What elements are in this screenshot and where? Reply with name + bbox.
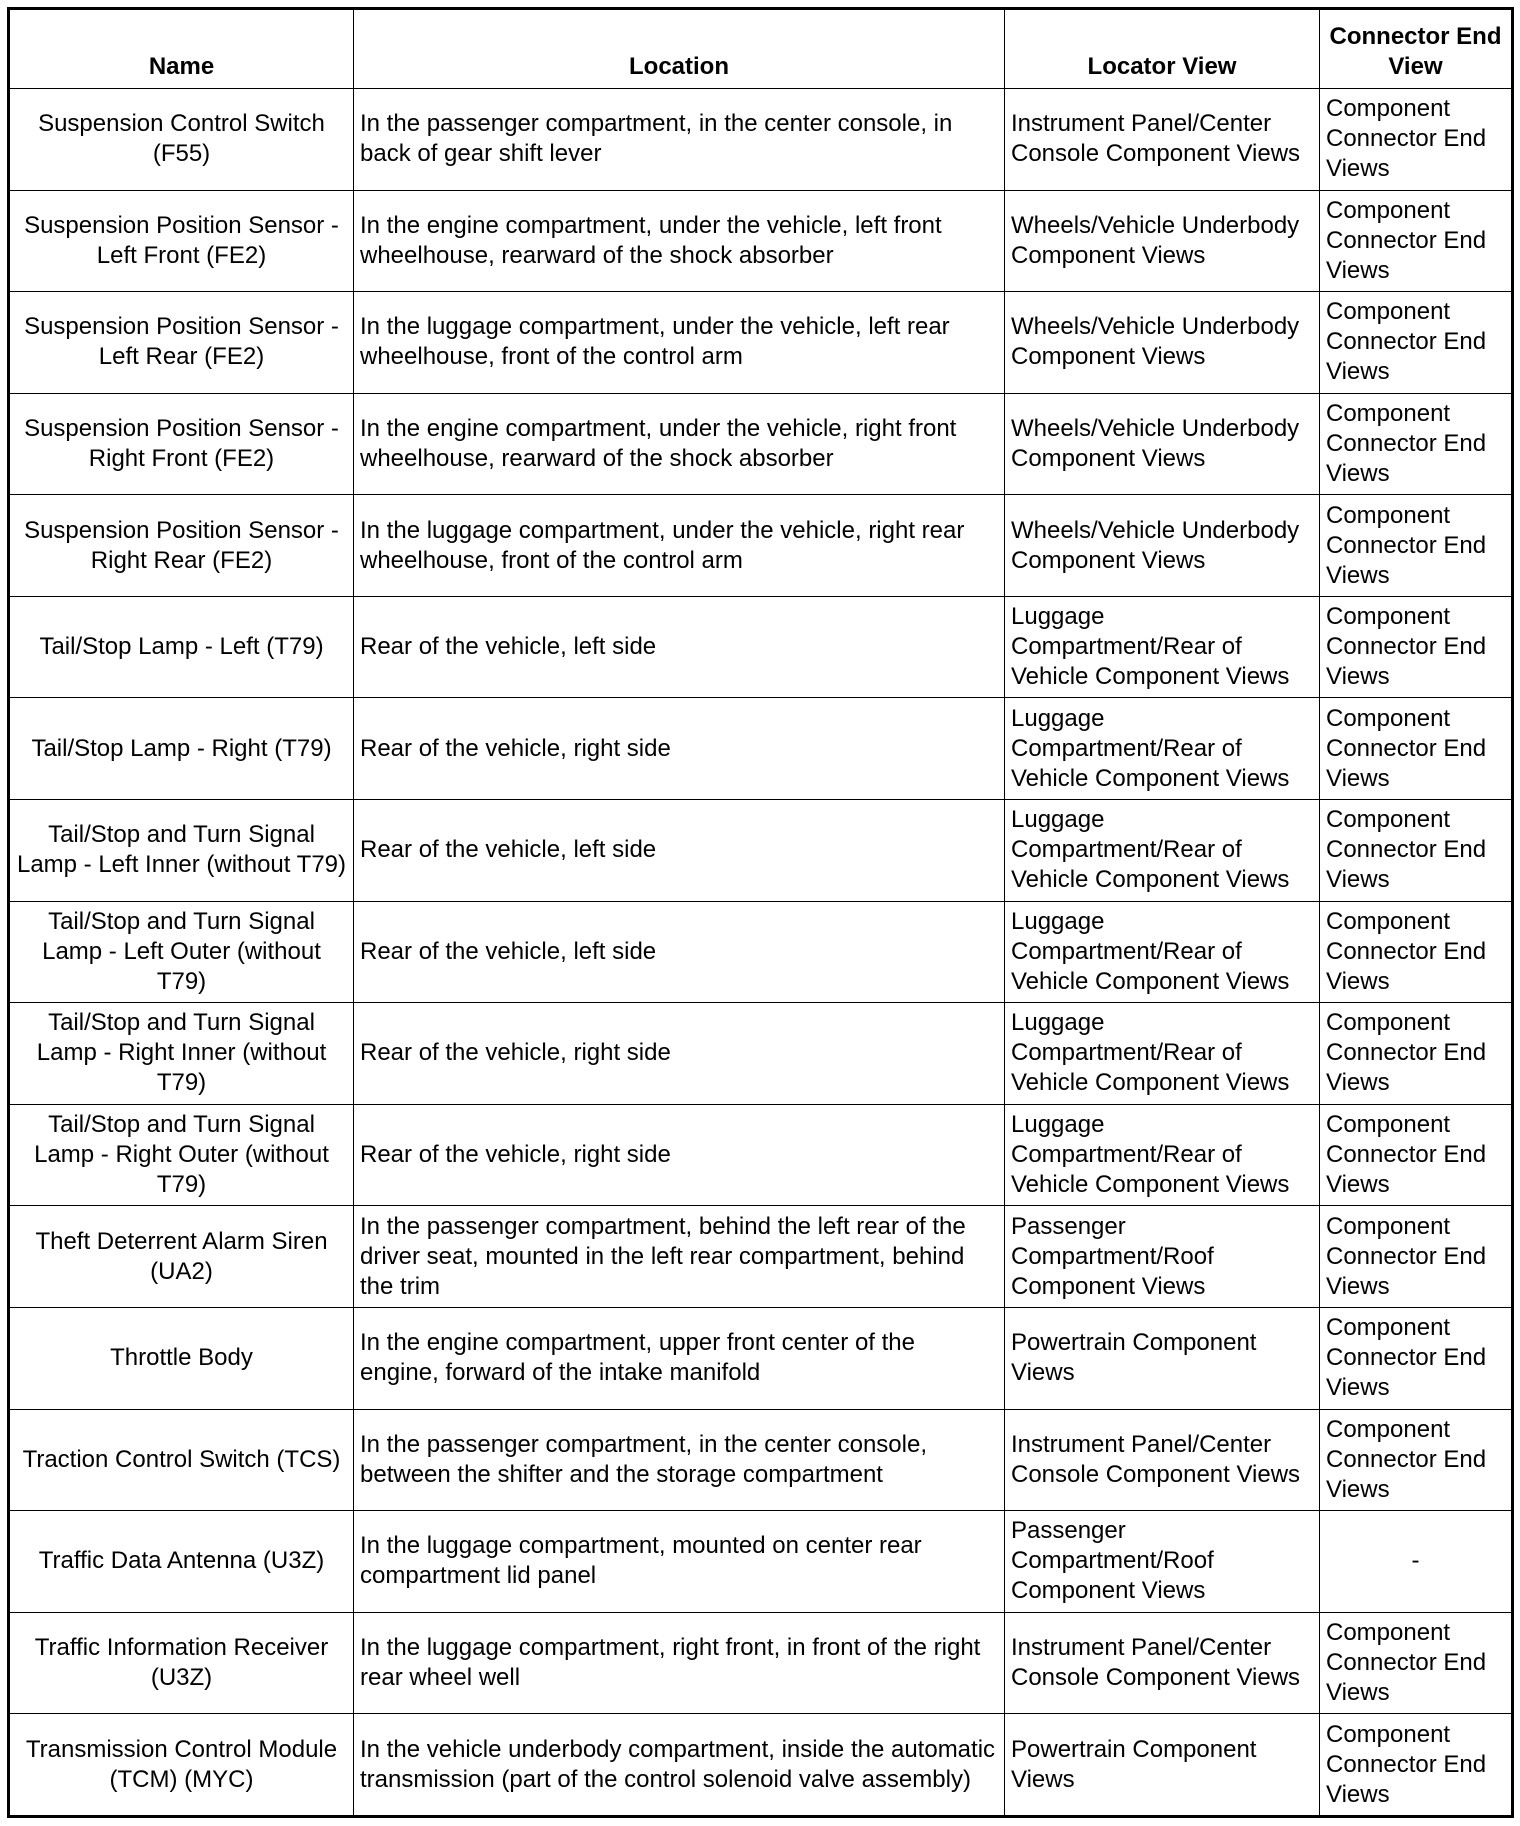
cell-locator-view: Instrument Panel/Center Console Component Views bbox=[1005, 1409, 1320, 1511]
cell-connector-end-view: Component Connector End Views bbox=[1320, 495, 1512, 597]
component-locator-table-sheet bbox=[7, 7, 1514, 1818]
table-row bbox=[10, 1511, 1512, 1613]
cell-connector-end-view: Component Connector End Views bbox=[1320, 901, 1512, 1003]
cell-name: Traffic Information Receiver (U3Z) bbox=[10, 1612, 354, 1714]
table-row bbox=[10, 698, 1512, 800]
table-row bbox=[10, 800, 1512, 902]
cell-name: Suspension Control Switch (F55) bbox=[10, 89, 354, 191]
table-row bbox=[10, 393, 1512, 495]
cell-connector-end-view: Component Connector End Views bbox=[1320, 1612, 1512, 1714]
table-row bbox=[10, 1714, 1512, 1816]
cell-location: Rear of the vehicle, right side bbox=[354, 1003, 1005, 1105]
cell-location: In the luggage compartment, under the vehicle, left rear wheelhouse, front of the control arm bbox=[354, 292, 1005, 394]
table-row bbox=[10, 292, 1512, 394]
cell-location: In the passenger compartment, behind the left rear of the driver seat, mounted in the left rear compartment, behind the trim bbox=[354, 1206, 1005, 1308]
cell-location: Rear of the vehicle, left side bbox=[354, 800, 1005, 902]
cell-name: Suspension Position Sensor - Left Rear (FE2) bbox=[10, 292, 354, 394]
cell-connector-end-view: Component Connector End Views bbox=[1320, 1206, 1512, 1308]
cell-location: Rear of the vehicle, right side bbox=[354, 1104, 1005, 1206]
cell-location: Rear of the vehicle, right side bbox=[354, 698, 1005, 800]
cell-connector-end-view: Component Connector End Views bbox=[1320, 89, 1512, 191]
cell-locator-view: Instrument Panel/Center Console Component Views bbox=[1005, 89, 1320, 191]
cell-locator-view: Powertrain Component Views bbox=[1005, 1714, 1320, 1816]
cell-location: In the luggage compartment, mounted on center rear compartment lid panel bbox=[354, 1511, 1005, 1613]
cell-location: In the passenger compartment, in the center console, between the shifter and the storage compartment bbox=[354, 1409, 1005, 1511]
cell-location: In the engine compartment, under the vehicle, left front wheelhouse, rearward of the shock absorber bbox=[354, 190, 1005, 292]
cell-connector-end-view: Component Connector End Views bbox=[1320, 1104, 1512, 1206]
table-row bbox=[10, 1307, 1512, 1409]
column-header-name: Name bbox=[10, 10, 354, 89]
cell-location: In the vehicle underbody compartment, inside the automatic transmission (part of the control solenoid valve assembly) bbox=[354, 1714, 1005, 1816]
cell-connector-end-view: Component Connector End Views bbox=[1320, 292, 1512, 394]
cell-location: In the engine compartment, upper front center of the engine, forward of the intake manifold bbox=[354, 1307, 1005, 1409]
cell-name: Suspension Position Sensor - Right Rear (FE2) bbox=[10, 495, 354, 597]
cell-connector-end-view: Component Connector End Views bbox=[1320, 190, 1512, 292]
cell-connector-end-view: Component Connector End Views bbox=[1320, 698, 1512, 800]
cell-locator-view: Wheels/Vehicle Underbody Component Views bbox=[1005, 190, 1320, 292]
cell-locator-view: Luggage Compartment/Rear of Vehicle Component Views bbox=[1005, 596, 1320, 698]
cell-locator-view: Luggage Compartment/Rear of Vehicle Component Views bbox=[1005, 1104, 1320, 1206]
cell-location: In the engine compartment, under the vehicle, right front wheelhouse, rearward of the shock absorber bbox=[354, 393, 1005, 495]
cell-locator-view: Luggage Compartment/Rear of Vehicle Component Views bbox=[1005, 901, 1320, 1003]
cell-name: Traction Control Switch (TCS) bbox=[10, 1409, 354, 1511]
cell-location: Rear of the vehicle, left side bbox=[354, 596, 1005, 698]
column-header-connector-end-view: Connector End View bbox=[1320, 10, 1512, 89]
table-row bbox=[10, 1206, 1512, 1308]
cell-name: Tail/Stop and Turn Signal Lamp - Right Inner (without T79) bbox=[10, 1003, 354, 1105]
cell-name: Transmission Control Module (TCM) (MYC) bbox=[10, 1714, 354, 1816]
cell-connector-end-view: Component Connector End Views bbox=[1320, 1307, 1512, 1409]
cell-connector-end-view: Component Connector End Views bbox=[1320, 1003, 1512, 1105]
table-row bbox=[10, 596, 1512, 698]
table-row bbox=[10, 1104, 1512, 1206]
table-row bbox=[10, 1003, 1512, 1105]
cell-name: Throttle Body bbox=[10, 1307, 354, 1409]
cell-name: Tail/Stop Lamp - Left (T79) bbox=[10, 596, 354, 698]
cell-locator-view: Wheels/Vehicle Underbody Component Views bbox=[1005, 393, 1320, 495]
cell-locator-view: Luggage Compartment/Rear of Vehicle Component Views bbox=[1005, 800, 1320, 902]
table-row bbox=[10, 1612, 1512, 1714]
cell-name: Tail/Stop Lamp - Right (T79) bbox=[10, 698, 354, 800]
cell-locator-view: Wheels/Vehicle Underbody Component Views bbox=[1005, 495, 1320, 597]
cell-name: Theft Deterrent Alarm Siren (UA2) bbox=[10, 1206, 354, 1308]
cell-locator-view: Passenger Compartment/Roof Component Views bbox=[1005, 1511, 1320, 1613]
cell-connector-end-view: Component Connector End Views bbox=[1320, 393, 1512, 495]
cell-location: In the passenger compartment, in the center console, in back of gear shift lever bbox=[354, 89, 1005, 191]
cell-name: Suspension Position Sensor - Left Front (FE2) bbox=[10, 190, 354, 292]
cell-locator-view: Luggage Compartment/Rear of Vehicle Component Views bbox=[1005, 698, 1320, 800]
cell-connector-end-view: Component Connector End Views bbox=[1320, 1714, 1512, 1816]
cell-locator-view: Passenger Compartment/Roof Component Views bbox=[1005, 1206, 1320, 1308]
cell-connector-end-view: Component Connector End Views bbox=[1320, 596, 1512, 698]
component-locator-table bbox=[9, 9, 1512, 1816]
cell-name: Traffic Data Antenna (U3Z) bbox=[10, 1511, 354, 1613]
cell-locator-view: Powertrain Component Views bbox=[1005, 1307, 1320, 1409]
table-row bbox=[10, 901, 1512, 1003]
table-row bbox=[10, 190, 1512, 292]
cell-name: Suspension Position Sensor - Right Front (FE2) bbox=[10, 393, 354, 495]
table-row bbox=[10, 89, 1512, 191]
cell-name: Tail/Stop and Turn Signal Lamp - Left Inner (without T79) bbox=[10, 800, 354, 902]
cell-location: Rear of the vehicle, left side bbox=[354, 901, 1005, 1003]
cell-locator-view: Wheels/Vehicle Underbody Component Views bbox=[1005, 292, 1320, 394]
table-header-row bbox=[10, 10, 1512, 89]
cell-name: Tail/Stop and Turn Signal Lamp - Right Outer (without T79) bbox=[10, 1104, 354, 1206]
cell-location: In the luggage compartment, right front, in front of the right rear wheel well bbox=[354, 1612, 1005, 1714]
cell-location: In the luggage compartment, under the vehicle, right rear wheelhouse, front of the control arm bbox=[354, 495, 1005, 597]
cell-connector-end-view: Component Connector End Views bbox=[1320, 800, 1512, 902]
cell-name: Tail/Stop and Turn Signal Lamp - Left Outer (without T79) bbox=[10, 901, 354, 1003]
table-row bbox=[10, 1409, 1512, 1511]
column-header-locator-view: Locator View bbox=[1005, 10, 1320, 89]
table-body bbox=[10, 89, 1512, 1816]
cell-locator-view: Luggage Compartment/Rear of Vehicle Component Views bbox=[1005, 1003, 1320, 1105]
cell-locator-view: Instrument Panel/Center Console Component Views bbox=[1005, 1612, 1320, 1714]
column-header-location: Location bbox=[354, 10, 1005, 89]
cell-connector-end-view: - bbox=[1320, 1511, 1512, 1613]
table-row bbox=[10, 495, 1512, 597]
cell-connector-end-view: Component Connector End Views bbox=[1320, 1409, 1512, 1511]
